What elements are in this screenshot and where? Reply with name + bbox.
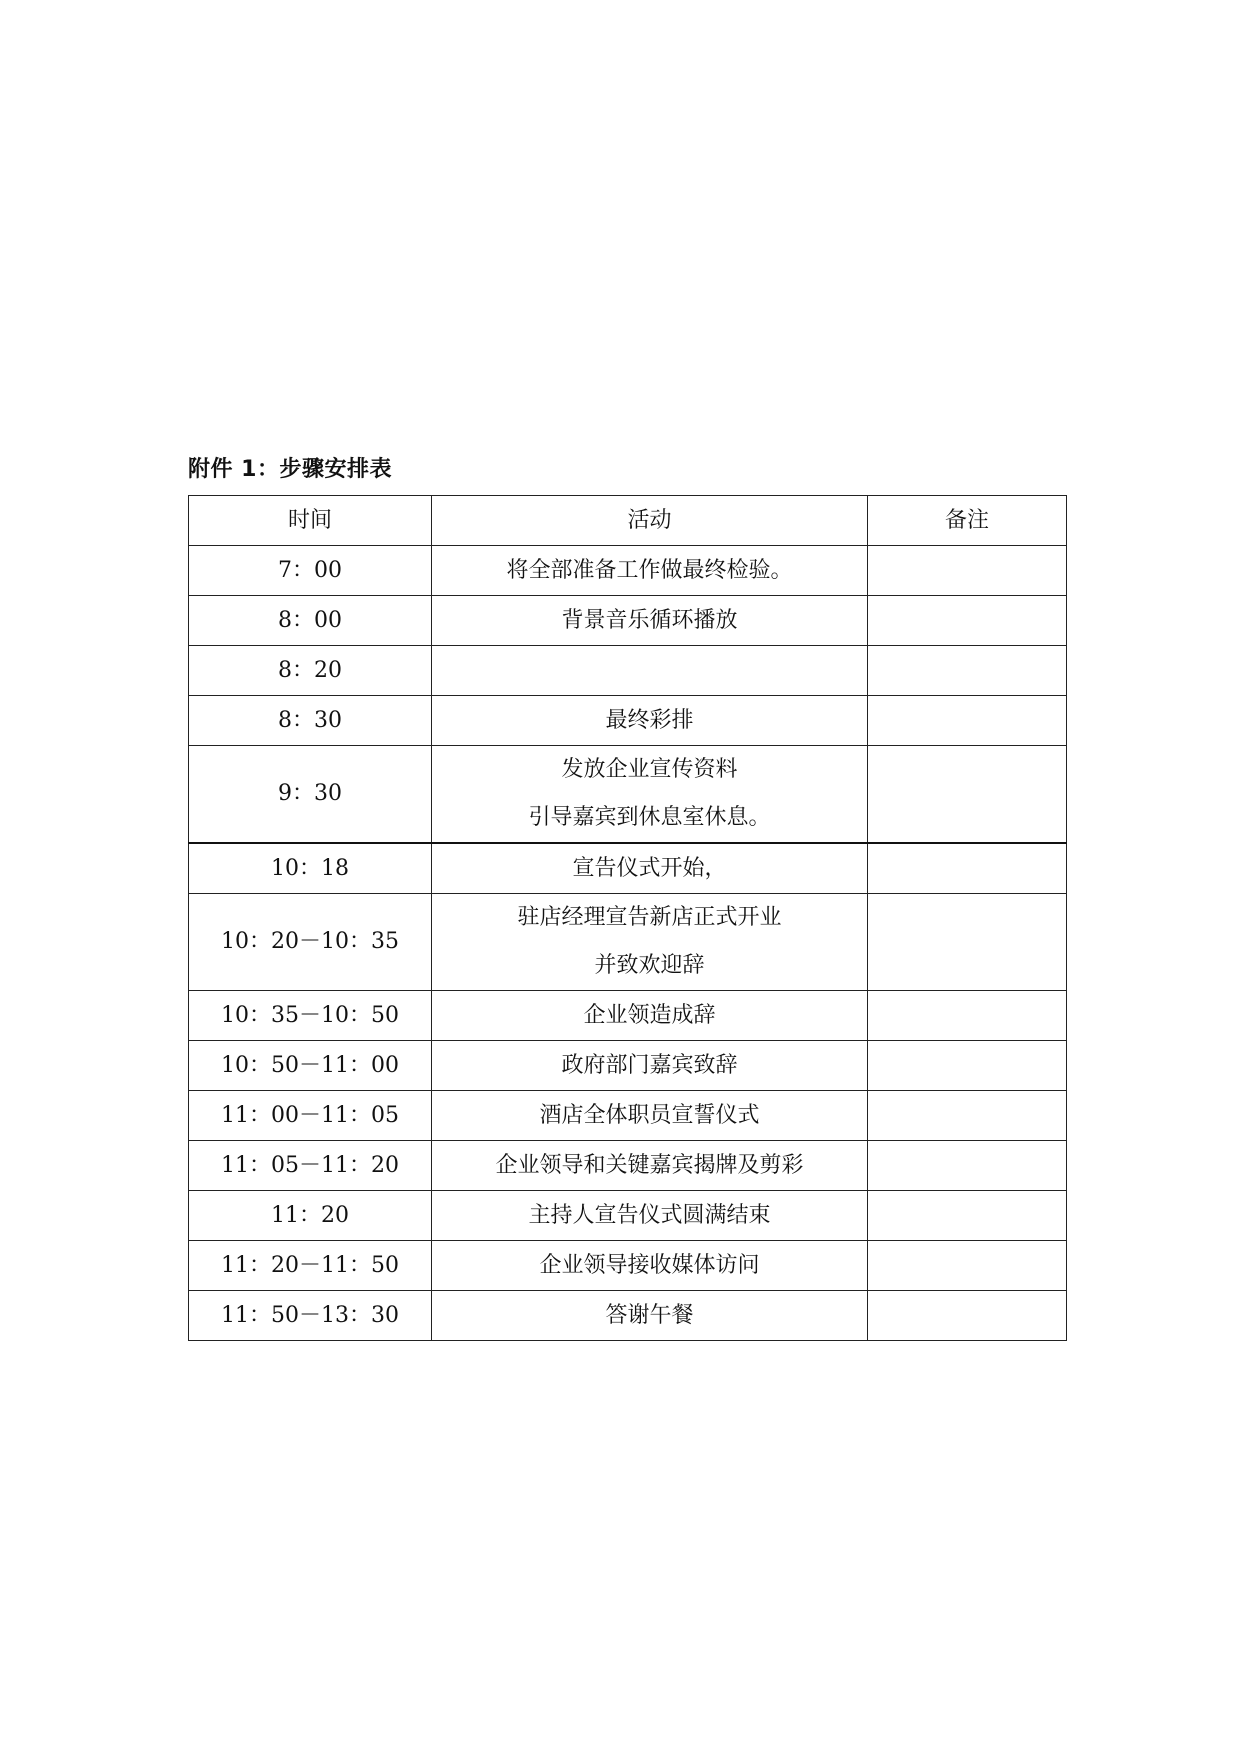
activity-text: 企业领导和关键嘉宾揭牌及剪彩 — [495, 1152, 804, 1178]
activity-cell — [432, 894, 868, 991]
activity-cell — [432, 1191, 868, 1241]
activity-text: 企业领导接收媒体访问 — [539, 1252, 760, 1278]
schedule-table — [188, 495, 1067, 1341]
activity-text: 背景音乐循环播放 — [561, 607, 738, 633]
activity-cell — [432, 1241, 868, 1291]
activity-text: 主持人宣告仪式圆满结束 — [528, 1202, 771, 1228]
activity-text: 政府部门嘉宾致辞 — [561, 1052, 738, 1078]
note-cell — [868, 596, 1067, 646]
time-cell: 11：20－11：50 — [189, 1241, 432, 1291]
note-cell — [868, 991, 1067, 1041]
activity-cell — [432, 546, 868, 596]
table-row — [189, 646, 1067, 696]
time-cell: 11：05－11：20 — [189, 1141, 432, 1191]
activity-cell — [432, 991, 868, 1041]
time-cell: 10：50－11：00 — [189, 1041, 432, 1091]
time-cell: 8：30 — [189, 696, 432, 746]
table-row — [189, 843, 1067, 894]
time-cell: 7：00 — [189, 546, 432, 596]
activity-text: 将全部准备工作做最终检验。 — [506, 557, 793, 583]
note-cell — [868, 1291, 1067, 1341]
activity-cell — [432, 1141, 868, 1191]
note-cell — [868, 1241, 1067, 1291]
table-row — [189, 1241, 1067, 1291]
note-cell — [868, 1091, 1067, 1141]
activity-text: 引导嘉宾到休息室休息。 — [528, 805, 771, 830]
note-cell — [868, 546, 1067, 596]
note-cell — [868, 1191, 1067, 1241]
table-row — [189, 991, 1067, 1041]
note-cell — [868, 746, 1067, 844]
header-row — [189, 496, 1067, 546]
activity-text: 酒店全体职员宣誓仪式 — [539, 1102, 760, 1128]
time-cell: 8：20 — [189, 646, 432, 696]
activity-cell — [432, 696, 868, 746]
table-row — [189, 546, 1067, 596]
table-row — [189, 894, 1067, 991]
time-cell: 11：00－11：05 — [189, 1091, 432, 1141]
note-cell — [868, 1141, 1067, 1191]
note-cell — [868, 646, 1067, 696]
activity-cell — [432, 596, 868, 646]
table-row — [189, 596, 1067, 646]
table-row — [189, 1041, 1067, 1091]
activity-cell — [432, 1291, 868, 1341]
activity-text: 并致欢迎辞 — [594, 953, 705, 978]
activity-cell — [432, 646, 868, 696]
table-row — [189, 1291, 1067, 1341]
time-cell: 11：20 — [189, 1191, 432, 1241]
time-cell: 11：50－13：30 — [189, 1291, 432, 1341]
activity-text: 企业领造成辞 — [583, 1002, 716, 1028]
note-cell — [868, 843, 1067, 894]
table-row — [189, 1091, 1067, 1141]
activity-text: 答谢午餐 — [605, 1302, 694, 1328]
activity-cell — [432, 746, 868, 844]
table-row — [189, 1141, 1067, 1191]
note-cell — [868, 1041, 1067, 1091]
activity-cell — [432, 843, 868, 894]
activity-text: 驻店经理宣告新店正式开业 — [517, 905, 782, 930]
table-row — [189, 696, 1067, 746]
time-cell: 10：20－10：35 — [189, 894, 432, 991]
header-activity: 活动 — [432, 496, 868, 546]
activity-text: 发放企业宣传资料 — [561, 757, 738, 782]
note-cell — [868, 894, 1067, 991]
activity-text: 最终彩排 — [605, 707, 694, 733]
time-cell: 9：30 — [189, 746, 432, 844]
table-row — [189, 746, 1067, 844]
table-row — [189, 1191, 1067, 1241]
activity-cell — [432, 1041, 868, 1091]
activity-text: 宣告仪式开始， — [572, 855, 727, 881]
time-cell: 10：18 — [189, 843, 432, 894]
attachment-title: 附件 1：步骤安排表 — [188, 457, 392, 482]
header-note: 备注 — [868, 496, 1067, 546]
time-cell: 8：00 — [189, 596, 432, 646]
time-cell: 10：35－10：50 — [189, 991, 432, 1041]
activity-cell — [432, 1091, 868, 1141]
header-time: 时间 — [189, 496, 432, 546]
note-cell — [868, 696, 1067, 746]
